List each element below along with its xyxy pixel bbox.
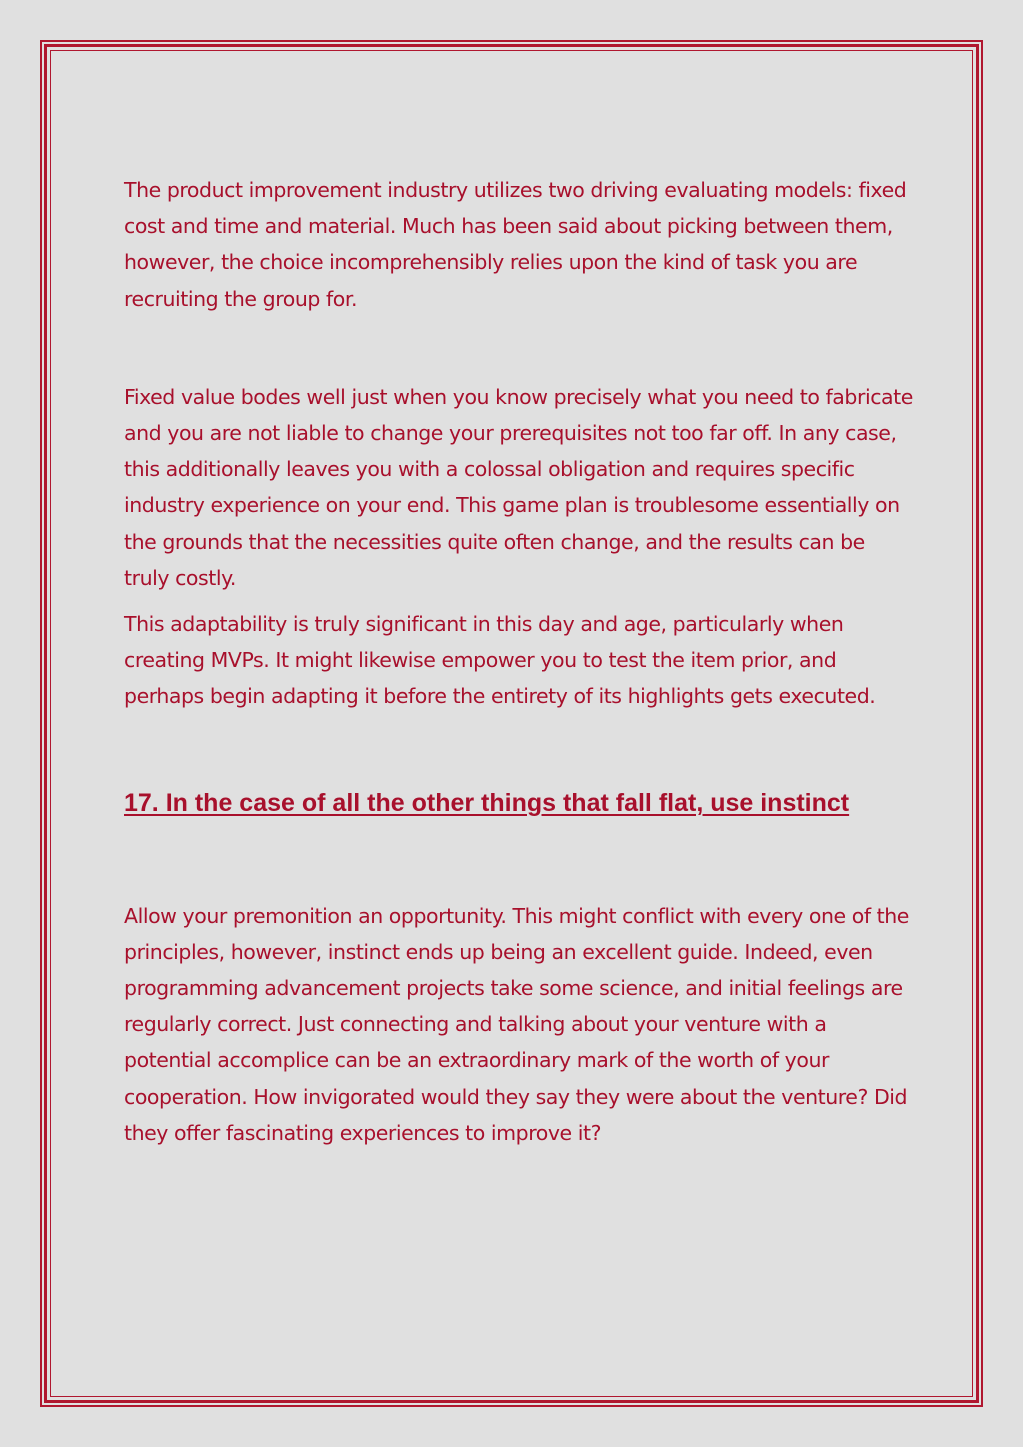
paragraph-adaptability: This adaptability is truly significant in this day and age, particularly when creating MVPs. It might likewise empower you to test the item prior, and perhaps begin adapting it before the entirety of its highlights gets executed. <box>124 612 876 709</box>
paragraph-pricing-models: The product improvement industry utilizes two driving evaluating models: fixed cost and time and material. Much has been said about picking between them, however, the choice incomprehensibly relies upon the kind of task you are recruiting the group for. <box>124 178 907 311</box>
document-body <box>124 172 914 1151</box>
paragraph-instinct: Allow your premonition an opportunity. This might conflict with every one of the principles, however, instinct ends up being an excellent guide. Indeed, even programming advancement projects take some science, and initial feelings are regularly correct. Just connecting and talking about your venture with a potential accomplice can be an extraordinary mark of the worth of your cooperation. How invigorated would they say they were about the venture? Did they offer fascinating experiences to improve it? <box>124 903 909 1145</box>
paragraph-fixed-value: Fixed value bodes well just when you know precisely what you need to fabricate and you are not liable to change your prerequisites not too far off. In any case, this additionally leaves you with a colossal obligation and requires specific industry experience on your end. This game plan is troublesome essentially on the grounds that the necessities quite often change, and the results can be truly costly. <box>124 384 913 590</box>
section-heading: 17. In the case of all the other things that fall flat, use instinct <box>124 788 850 817</box>
